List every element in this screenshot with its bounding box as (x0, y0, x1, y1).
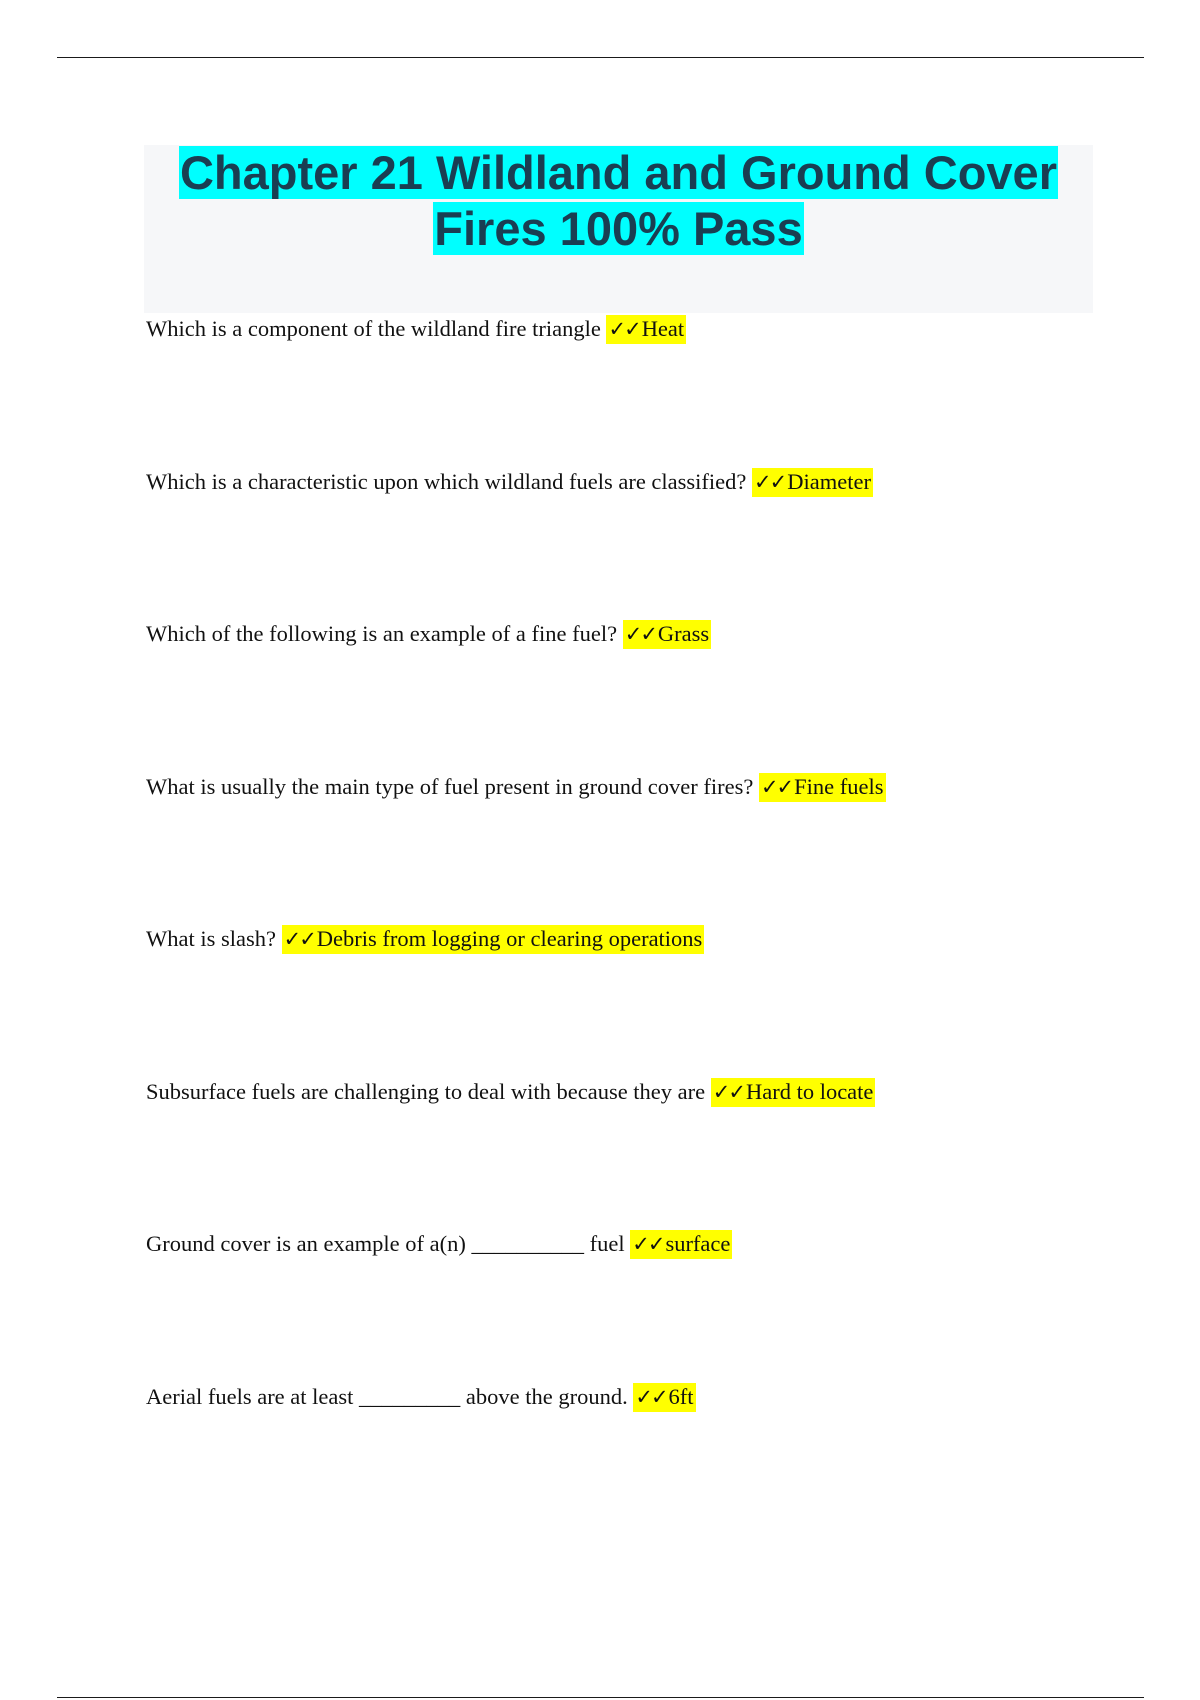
double-check-icon: ✓✓ (760, 775, 793, 799)
qa-item-6 (146, 1077, 875, 1107)
qa-item-5 (146, 924, 704, 954)
question-text: What is usually the main type of fuel present in ground cover fires? (146, 774, 759, 799)
question-text: Which is a characteristic upon which wildland fuels are classified? (146, 469, 753, 494)
title-line-2: Fires 100% Pass (434, 202, 803, 255)
question-text: Subsurface fuels are challenging to deal with because they are (146, 1079, 711, 1104)
qa-item-2 (146, 467, 873, 497)
answer-text: Hard to locate (745, 1079, 874, 1104)
answer-highlight (630, 1230, 732, 1259)
question-text: Aerial fuels are at least _________ above the ground. (146, 1384, 634, 1409)
answer-text: Diameter (787, 469, 871, 494)
page-title (144, 145, 1093, 257)
answer-highlight (633, 1383, 695, 1412)
answer-text: Debris from logging or clearing operations (316, 926, 703, 951)
answer-highlight (606, 315, 686, 344)
answer-highlight (752, 468, 873, 497)
double-check-icon: ✓✓ (754, 470, 786, 494)
double-check-icon: ✓✓ (608, 317, 640, 341)
qa-item-8 (146, 1382, 696, 1412)
double-check-icon: ✓✓ (712, 1080, 744, 1104)
answer-text: 6ft (668, 1384, 694, 1409)
qa-item-7 (146, 1229, 732, 1259)
answer-highlight (623, 620, 711, 649)
question-text: Which is a component of the wildland fire triangle (146, 316, 607, 341)
answer-highlight (282, 925, 705, 954)
double-check-icon: ✓✓ (624, 622, 656, 646)
double-check-icon: ✓✓ (283, 927, 315, 951)
qa-item-4 (146, 772, 886, 802)
title-block (144, 145, 1093, 313)
double-check-icon: ✓✓ (635, 1385, 667, 1409)
answer-text: Fine fuels (794, 774, 884, 799)
answer-highlight (759, 773, 886, 802)
qa-item-3 (146, 619, 711, 649)
answer-text: Heat (641, 316, 685, 341)
question-text: Ground cover is an example of a(n) __________ fuel (146, 1231, 631, 1256)
header-rule (57, 57, 1144, 58)
qa-item-1 (146, 314, 686, 344)
question-text: Which of the following is an example of a fine fuel? (146, 621, 623, 646)
double-check-icon: ✓✓ (632, 1232, 664, 1256)
title-line-1: Chapter 21 Wildland and Ground Cover (179, 146, 1057, 199)
answer-highlight (711, 1078, 876, 1107)
question-text: What is slash? (146, 926, 282, 951)
answer-text: Grass (657, 621, 710, 646)
footer-rule (57, 1697, 1144, 1698)
answer-text: surface (665, 1231, 731, 1256)
